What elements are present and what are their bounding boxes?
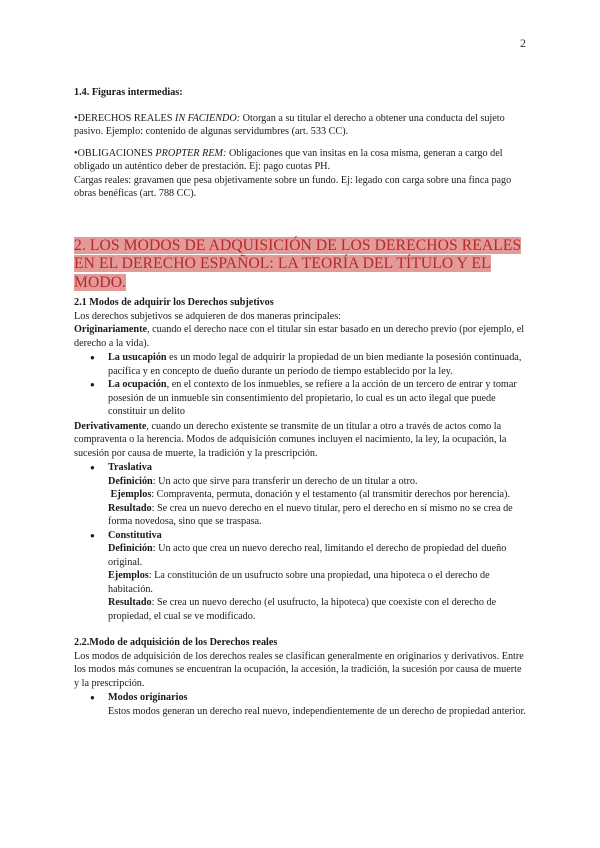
cargas-reales-paragraph: Cargas reales: gravamen que pesa objetivamente sobre un fundo. Ej: legado con carga sobre una finca pago obras benéficas (art. 788 CC). xyxy=(74,174,512,199)
list-item-constitutiva xyxy=(108,529,526,624)
examples-text: : La constitución de un usufructo sobre una propiedad, una hipoteca o el derecho de habitación. xyxy=(108,570,490,595)
list-item-traslativa xyxy=(108,461,526,529)
section-2-heading xyxy=(74,237,526,293)
section-2-1-title: 2.1 Modos de adquirir los Derechos subjetivos xyxy=(74,297,274,308)
paragraph-text: , cuando un derecho existente se transmite de un titular a otro a través de actos como la compraventa o la herencia. Modos de adquisición comunes incluyen el nacimiento, la ley, la ocupación, la sucesión por causa de muerte, la tradición y la prescripción. xyxy=(74,420,507,459)
section-2-1-intro: Los derechos subjetivos se adquieren de dos maneras principales: xyxy=(74,310,342,322)
examples-line xyxy=(108,569,526,596)
heading-line: 2. LOS MODOS DE ADQUISICIÓN DE LOS DERECHOS REALES xyxy=(74,236,522,254)
derechos-reales-in-faciendo-paragraph xyxy=(74,112,526,139)
paragraph-lead: •OBLIGACIONES xyxy=(74,147,156,159)
paragraph-text: Obligaciones que van insitas en la cosa misma, generan a cargo del obligado un auténtico deber de prestación. Ej: pago cuotas PH. xyxy=(74,147,503,172)
definition-text: : Un acto que crea un nuevo derecho real, limitando el derecho de propiedad del dueño original. xyxy=(108,543,507,568)
keyword: Ejemplos xyxy=(108,570,149,581)
modos-originarios-list xyxy=(74,691,526,718)
keyword: La usucapión xyxy=(108,352,167,363)
derivativamente-paragraph xyxy=(74,420,526,461)
keyword: Definición xyxy=(108,543,153,554)
section-2-2-intro: Los modos de adquisición de los derechos reales se clasifican generalmente en originarios y derivativos. Entre los modos más comunes se encuentran la ocupación, la accesión, la tradición, la sucesión por causa de muerte y la prescripción. xyxy=(74,650,524,689)
examples-text: : Compraventa, permuta, donación y el testamento (al transmitir derechos por herencia). xyxy=(151,489,510,500)
keyword: Definición xyxy=(108,475,153,487)
list-item-text: Estos modos generan un derecho real nuevo, independientemente de un derecho de propiedad anterior. xyxy=(108,705,526,717)
document-body xyxy=(74,86,526,719)
paragraph-lead-italic: IN FACIENDO: xyxy=(174,112,241,124)
keyword: Ejemplos xyxy=(110,489,152,500)
definition-text: : Un acto que sirve para transferir un derecho de un titular a otro. xyxy=(152,475,418,487)
keyword: Derivativamente xyxy=(74,420,147,432)
examples-line xyxy=(108,488,526,502)
paragraph-text: , cuando el derecho nace con el titular sin estar basado en un derecho previo (por ejemplo, el derecho a la vida). xyxy=(74,324,525,349)
list-item xyxy=(108,691,526,718)
definition-line xyxy=(108,475,526,489)
page-number: 2 xyxy=(520,36,526,50)
derivative-modes-list xyxy=(74,461,526,623)
originariamente-paragraph xyxy=(74,323,526,350)
keyword: La ocupación xyxy=(108,379,167,390)
result-line xyxy=(108,596,526,623)
list-item-text: , en el contexto de los inmuebles, se refiere a la acción de un tercero de entrar y tomar posesión de un inmueble sin consentimiento del propietario, lo cual es un acto ilegal que puede constituir un delito xyxy=(108,379,517,417)
heading-line: MODO. xyxy=(74,273,127,291)
section-2-2-title: 2.2.Modo de adquisición de los Derechos reales xyxy=(74,637,278,648)
heading-line: EN EL DERECHO ESPAÑOL: LA TEORÍA DEL TÍTULO Y EL xyxy=(74,255,491,272)
paragraph-lead-italic: PROPTER REM: xyxy=(155,147,227,159)
result-text: : Se crea un nuevo derecho (el usufructo, la hipoteca) que coexiste con el derecho de propiedad, el cual se ve modificado. xyxy=(108,597,497,622)
keyword: Resultado xyxy=(108,597,152,608)
section-1-4-title: 1.4. Figuras intermedias: xyxy=(74,87,183,98)
obligaciones-propter-rem-paragraph xyxy=(74,147,526,174)
keyword: Resultado xyxy=(108,502,152,514)
list-item xyxy=(108,378,526,419)
paragraph-text: Otorgan a su titular el derecho a obtener una conducta del sujeto pasivo. Ejemplo: contenido de algunas servidumbres (art. 533 CC). xyxy=(74,112,505,137)
result-text: : Se crea un nuevo derecho en el nuevo titular, pero el derecho en sí mismo no se crea de forma novedosa, sino que se traspasa. xyxy=(108,502,513,527)
keyword: Originariamente xyxy=(74,324,147,335)
definition-line xyxy=(108,542,526,569)
list-item-title: ● Traslativa xyxy=(108,462,152,473)
paragraph-lead: •DERECHOS REALES xyxy=(74,112,175,124)
list-item-title: ● Constitutiva xyxy=(108,529,162,541)
list-item-title: ● Modos originarios xyxy=(108,692,188,703)
result-line xyxy=(108,502,526,529)
list-item-text: es un modo legal de adquirir la propiedad de un bien mediante la posesión continuada, pacífica y en concepto de dueño durante un período de tiempo establecido por la ley. xyxy=(108,352,522,377)
originary-modes-list xyxy=(74,351,526,419)
list-item xyxy=(108,351,526,378)
